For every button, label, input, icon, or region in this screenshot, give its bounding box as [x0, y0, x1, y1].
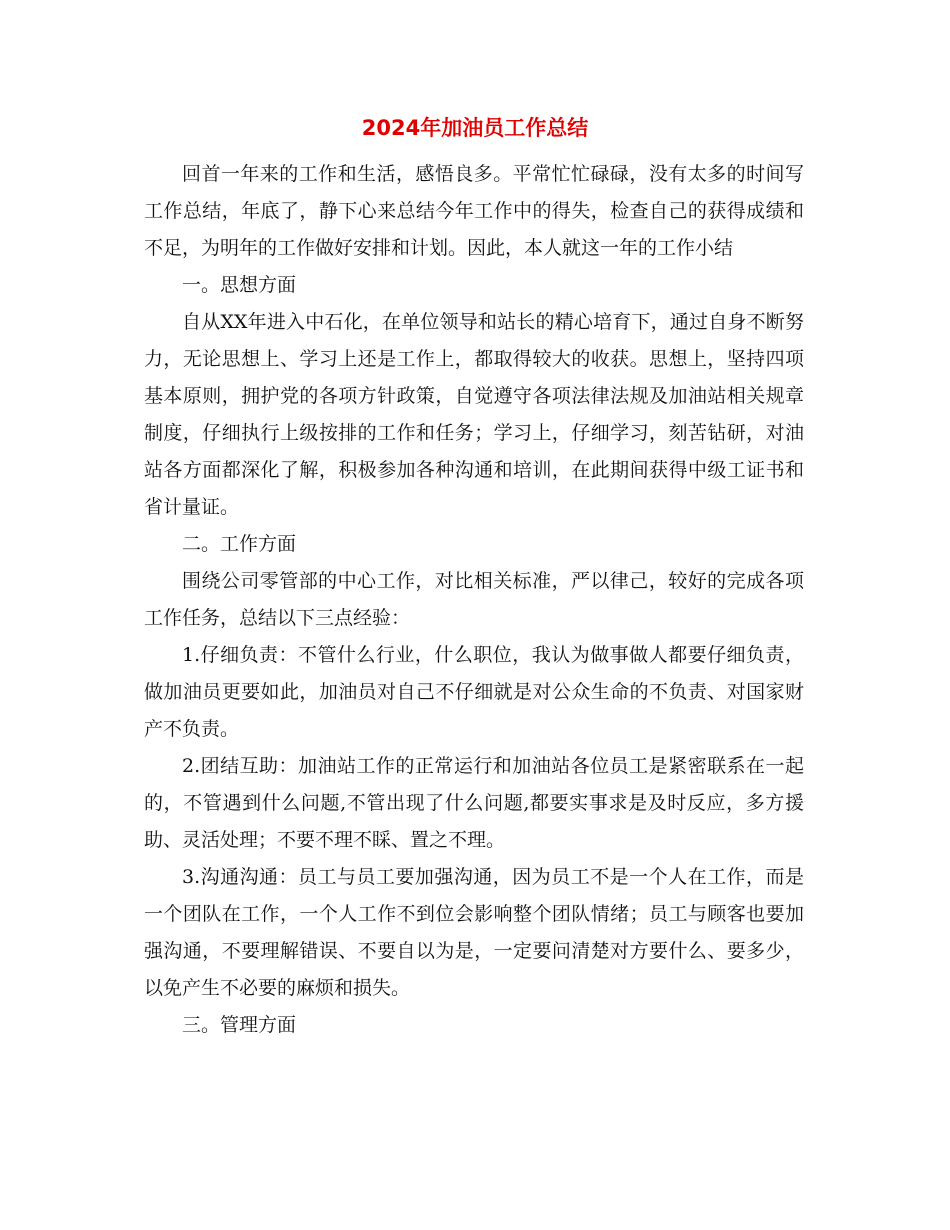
section-heading-work: 二。工作方面	[182, 533, 297, 555]
document-body	[144, 156, 804, 1044]
work-intro-paragraph: 围绕公司零管部的中心工作，对比相关标准，严以律己，较好的完成各项工作任务，总结以下三点经验：	[144, 570, 804, 629]
intro-paragraph: 回首一年来的工作和生活，感悟良多。平常忙忙碌碌，没有太多的时间写工作总结，年底了，静下心来总结今年工作中的得失，检查自己的获得成绩和不足，为明年的工作做好安排和计划。因此，本人就这一年的工作小结	[144, 163, 804, 259]
work-point-3: 3.沟通沟通：员工与员工要加强沟通，因为员工不是一个人在工作，而是一个团队在工作，一个人工作不到位会影响整个团队情绪；员工与顾客也要加强沟通，不要理解错误、不要自以为是，一定要问清楚对方要什么、要多少，以免产生不必要的麻烦和损失。	[144, 866, 804, 999]
thought-paragraph: 自从XX年进入中石化，在单位领导和站长的精心培育下，通过自身不断努力，无论思想上、学习上还是工作上，都取得较大的收获。思想上，坚持四项基本原则，拥护党的各项方针政策，自觉遵守各项法律法规及加油站相关规章制度，仔细执行上级按排的工作和任务；学习上，仔细学习，刻苦钻研，对油站各方面都深化了解，积极参加各种沟通和培训，在此期间获得中级工证书和省计量证。	[144, 311, 804, 518]
document-title: 2024年加油员工作总结	[361, 116, 589, 140]
work-point-2: 2.团结互助：加油站工作的正常运行和加油站各位员工是紧密联系在一起的，不管遇到什么问题,不管出现了什么问题,都要实事求是及时反应，多方援助、灵活处理；不要不理不睬、置之不理。	[144, 755, 804, 851]
section-heading-thought: 一。思想方面	[182, 274, 297, 296]
section-heading-management: 三。管理方面	[182, 1014, 297, 1036]
work-point-1: 1.仔细负责：不管什么行业，什么职位，我认为做事做人都要仔细负责，做加油员更要如此，加油员对自己不仔细就是对公众生命的不负责、对国家财产不负责。	[144, 644, 804, 740]
